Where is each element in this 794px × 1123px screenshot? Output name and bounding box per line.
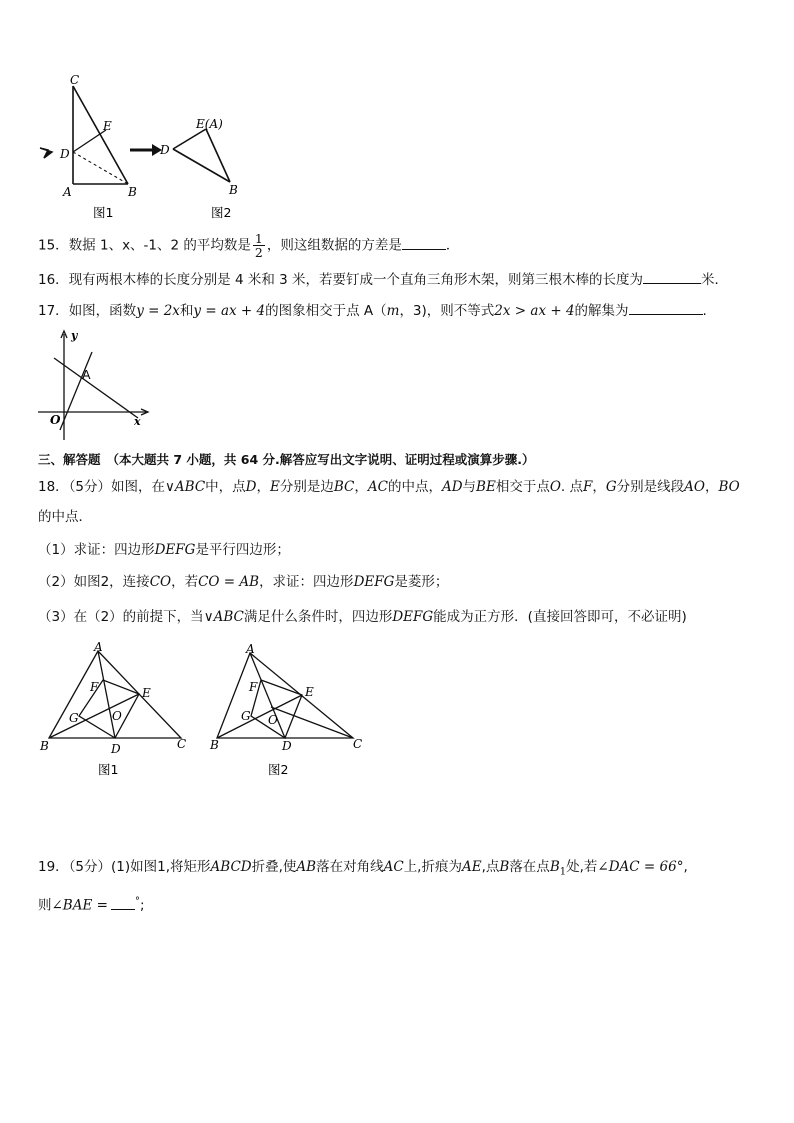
- q17-answer-blank[interactable]: [629, 302, 703, 315]
- q17-t3: 的图象相交于点 A（: [265, 303, 387, 319]
- x-label: x: [134, 415, 141, 428]
- q19-t1: (1)如图1,将矩形: [111, 859, 211, 875]
- q18-E: E: [270, 479, 280, 495]
- q17-t4: ，3)，则不等式: [399, 303, 495, 319]
- q18-sep4: ，: [705, 479, 719, 495]
- q18-fig1-D: D: [111, 742, 121, 756]
- fig1-point-E: E: [103, 119, 112, 133]
- fig1-triangle: [73, 86, 128, 184]
- y-label: y: [71, 329, 78, 342]
- q18-t5: 与: [462, 479, 477, 495]
- q18-AD: AD: [441, 479, 463, 495]
- question-19-line-2: [38, 893, 145, 915]
- q18-fig1-E: E: [142, 686, 151, 700]
- q18-p2-quad: DEFG: [353, 574, 395, 590]
- q18-fig2-F: F: [249, 680, 258, 694]
- q15-text-a: 数据 1、x、-1、2 的平均数是: [68, 237, 251, 254]
- q18-t8: 分别是线段: [616, 479, 685, 495]
- fig1-point-A: A: [63, 185, 72, 199]
- q18-fig1-O: O: [112, 709, 122, 723]
- q19-answer-blank[interactable]: [111, 897, 135, 910]
- q17-t2: 和: [179, 303, 194, 319]
- fig1-point-B: B: [128, 185, 137, 199]
- q18-t9: 的中点．: [38, 509, 92, 525]
- section-3-note: （本大题共 7 小题，共 64 分.解答应写出文字说明、证明过程或演算步骤.）: [106, 452, 535, 467]
- right-arrow-icon: [130, 144, 162, 156]
- q18-p3-tri: ∨ABC: [203, 609, 244, 625]
- q19-angle-DAC: ∠DAC = 66°: [597, 859, 684, 875]
- q18-fig1-G: G: [69, 711, 79, 725]
- q18-AC: AC: [367, 479, 388, 495]
- pointer-icon: [40, 148, 52, 158]
- q19-B1: B: [549, 859, 560, 875]
- q18-triangle: ∨ABC: [165, 479, 206, 495]
- fig2-point-B: B: [229, 183, 238, 197]
- q17-func-1: y = 2x: [136, 303, 180, 319]
- q18-O: O: [549, 479, 561, 495]
- q18-fig2-E: E: [305, 685, 314, 699]
- q18-BC: BC: [333, 479, 355, 495]
- q19-t6: 落在点: [509, 859, 550, 875]
- q18-BO: BO: [718, 479, 740, 495]
- q18-fig2-O: O: [268, 713, 278, 727]
- q19-AE: AE: [461, 859, 482, 875]
- question-18-part-2: [38, 573, 448, 591]
- q15-number: 15．: [38, 237, 69, 254]
- q18-p2-c: ，求证：四边形: [259, 574, 354, 590]
- q18-p2-b: ，若: [171, 574, 199, 590]
- fig2-point-EA: E(A): [196, 117, 223, 131]
- q18-p2-a: （2）如图2，连接: [38, 574, 150, 590]
- q18-fig2-B: B: [210, 738, 219, 752]
- q16-number: 16．: [38, 272, 69, 288]
- q19-score: （5分）: [68, 859, 112, 875]
- q15-frac-num: 1: [254, 231, 263, 246]
- fig1-point-C: C: [70, 73, 80, 87]
- fig2-point-D: D: [160, 143, 170, 157]
- q18-number: 18．: [38, 479, 69, 495]
- q18-t1: 如图，在: [111, 479, 166, 495]
- q18-fig2-caption: 图2: [268, 762, 289, 777]
- fig1-caption: 图1: [93, 205, 114, 220]
- section-3-title: 三、解答题: [38, 452, 101, 467]
- q17-t1: 如图，函数: [68, 303, 137, 319]
- q18-p2-co: CO: [149, 574, 172, 590]
- q15-frac-den: 2: [254, 245, 263, 260]
- q18-p3-c: 能成为正方形．(直接回答即可，不必证明): [433, 609, 687, 625]
- q16-answer-blank[interactable]: [643, 271, 701, 284]
- q15-text-end: ．: [445, 237, 460, 254]
- q19-rect: ABCD: [210, 859, 252, 875]
- q19-t3: 落在对角线: [316, 859, 384, 875]
- q15-answer-blank[interactable]: [402, 237, 446, 250]
- q15-fraction: [253, 232, 265, 259]
- question-17: [38, 302, 707, 320]
- q19-number: 19．: [38, 859, 69, 875]
- q19-t9: 则: [38, 897, 52, 914]
- q18-t7: . 点: [560, 479, 583, 495]
- q18-p1-quad: DEFG: [154, 542, 196, 558]
- q19-t5: ,点: [481, 859, 500, 875]
- q18-fig1-A: A: [94, 640, 103, 654]
- fold-figure: [30, 70, 270, 225]
- section-3-heading: [38, 451, 535, 469]
- question-18-line-1: [38, 478, 740, 496]
- q18-p3-quad: DEFG: [392, 609, 434, 625]
- question-18-part-1: [38, 541, 290, 559]
- question-16: [38, 271, 728, 289]
- q18-fig2-D: D: [282, 739, 292, 753]
- origin-label: O: [50, 413, 61, 427]
- question-18-line-2: [38, 508, 92, 526]
- q18-fig1-B: B: [40, 739, 49, 753]
- point-A-label: A: [82, 367, 91, 382]
- q17-t6: .: [702, 303, 707, 319]
- q18-D: D: [245, 479, 257, 495]
- q18-p1-b: 是平行四边形；: [195, 542, 290, 558]
- q18-figures: [36, 640, 376, 780]
- fig1-point-D: D: [60, 147, 70, 161]
- q19-B1-sub: 1: [559, 866, 567, 878]
- q19-t8: ,: [683, 859, 688, 875]
- q18-BE: BE: [476, 479, 496, 495]
- q19-t10: ;: [139, 897, 145, 914]
- q18-fig1-F: F: [90, 680, 99, 694]
- q18-t2: 中，点: [205, 479, 246, 495]
- q17-m: m: [386, 303, 400, 319]
- q19-AB: AB: [296, 859, 317, 875]
- q18-AO: AO: [684, 479, 705, 495]
- q16-text-end: 米．: [701, 272, 729, 288]
- q17-number: 17．: [38, 303, 69, 319]
- q18-p3-b: 满足什么条件时，四边形: [243, 609, 393, 625]
- q18-fig2-G: G: [241, 709, 251, 723]
- q17-graph: [34, 328, 154, 446]
- q19-degree: °: [134, 896, 140, 907]
- question-18-part-3: [38, 608, 687, 626]
- q19-t7: 处,若: [566, 859, 598, 875]
- q18-t4: 的中点，: [387, 479, 442, 495]
- q18-p2-d: 是菱形；: [394, 574, 449, 590]
- q19-t4: 上,折痕为: [403, 859, 462, 875]
- q18-t6: 相交于点: [495, 479, 550, 495]
- q18-fig2: [217, 653, 353, 738]
- q17-func-2: y = ax + 4: [193, 303, 266, 319]
- q18-fig1-C: C: [177, 737, 187, 751]
- q18-p2-eq: CO = AB: [198, 574, 260, 590]
- q18-sep: ，: [256, 479, 270, 495]
- q18-fig1-caption: 图1: [98, 762, 119, 777]
- q18-F: F: [583, 479, 593, 495]
- q19-AC: AC: [383, 859, 404, 875]
- q18-sep3: ，: [592, 479, 606, 495]
- q18-fig2-C: C: [353, 737, 363, 751]
- line-y-ax-4: [54, 358, 138, 418]
- q19-t2: 折叠,使: [251, 859, 297, 875]
- q19-B: B: [499, 859, 510, 875]
- line-y-2x: [60, 352, 92, 430]
- q18-p1-a: （1）求证：四边形: [38, 542, 155, 558]
- q19-angle-BAE: ∠BAE =: [51, 897, 108, 914]
- fig2-triangle: [173, 129, 230, 182]
- q17-inequality: 2x > ax + 4: [494, 303, 575, 319]
- q18-fig2-A: A: [246, 642, 255, 656]
- q17-t5: 的解集为: [574, 303, 629, 319]
- q15-text-b: ，则这组数据的方差是: [266, 237, 402, 254]
- q18-G: G: [605, 479, 617, 495]
- q18-score: （5分）: [68, 479, 112, 495]
- q16-text: 现有两根木棒的长度分别是 4 米和 3 米，若要钉成一个直角三角形木架，则第三根木棒的长度为: [68, 272, 644, 288]
- question-19-line-1: [38, 858, 688, 882]
- question-15: [38, 232, 459, 259]
- q18-t3: 分别是边: [279, 479, 334, 495]
- fig2-caption: 图2: [211, 205, 232, 220]
- q18-p3-a: （3）在（2）的前提下，当: [38, 609, 204, 625]
- q18-sep2: ，: [354, 479, 368, 495]
